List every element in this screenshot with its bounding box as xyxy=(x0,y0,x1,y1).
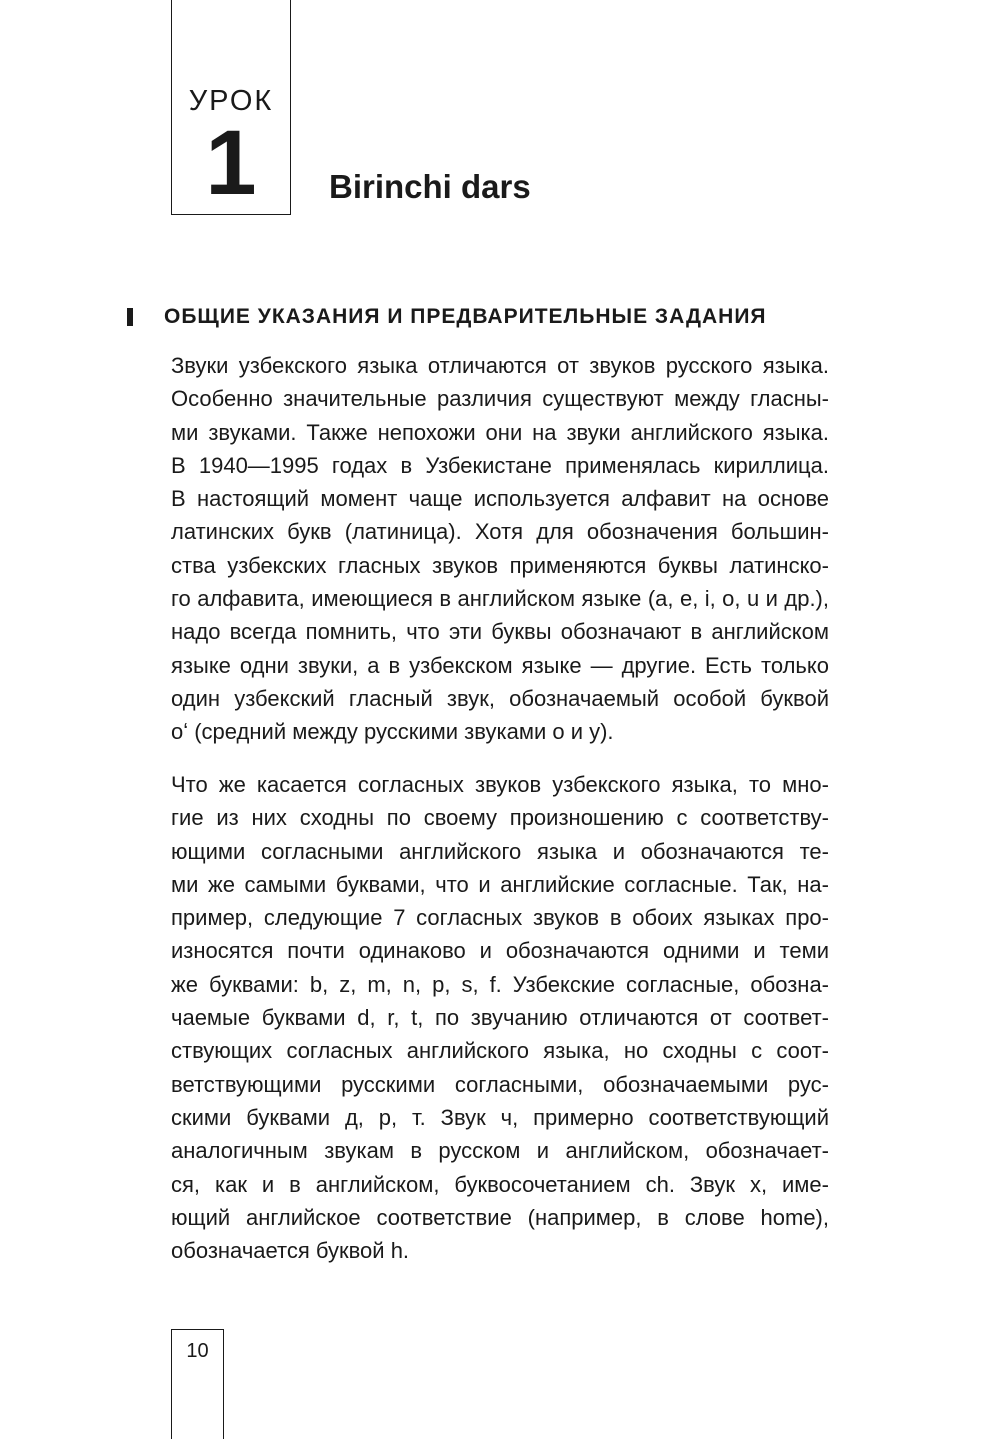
text-line: ся, как и в английском, буквосочетанием ch. Звук х, име- xyxy=(171,1171,829,1197)
text-line: аналогичным звукам в русском и английском, обозначает- xyxy=(171,1138,829,1164)
text-line: ющий английское соответствие (например, в слове home), xyxy=(171,1204,829,1230)
text-line: износятся почти одинаково и обозначаются одними и теми xyxy=(171,938,829,964)
text-line: скими буквами д, р, т. Звук ч, примерно соответствующий xyxy=(171,1104,829,1130)
section-heading: ОБЩИЕ УКАЗАНИЯ И ПРЕДВАРИТЕЛЬНЫЕ ЗАДАНИЯ xyxy=(164,305,767,328)
text-line: латинских букв (латиница). Хотя для обозначения большин- xyxy=(171,519,829,545)
text-line: ми же самыми буквами, что и английские согласные. Так, на- xyxy=(171,871,829,897)
text-line: го алфавита, имеющиеся в английском языке (a, e, i, o, u и др.), xyxy=(171,586,829,612)
text-line: Звуки узбекского языка отличаются от звуков русского языка. xyxy=(171,353,829,378)
text-line: языке одни звуки, а в узбекском языке — другие. Есть только xyxy=(171,652,829,678)
text-line: В 1940—1995 годах в Узбекистане применялась кириллица. xyxy=(171,452,829,478)
text-line: пример, следующие 7 согласных звуков в обоих языках про- xyxy=(171,905,829,931)
lesson-number: 1 xyxy=(205,112,257,214)
paragraph-1 xyxy=(171,349,829,749)
text-line: же буквами: b, z, m, n, p, s, f. Узбекские согласные, обозна- xyxy=(171,971,829,997)
lesson-title: Birinchi dars xyxy=(329,168,531,205)
text-line: ветствующими русскими согласными, обозначаемыми рус- xyxy=(171,1071,829,1097)
text-line: ства узбекских гласных звуков применяются буквы латинско- xyxy=(171,552,829,578)
text-line: чаемые буквами d, r, t, по звучанию отличаются от соответ- xyxy=(171,1005,829,1031)
text-line: ющими согласными английского языка и обозначаются те- xyxy=(171,838,829,864)
text-line: Особенно значительные различия существуют между гласны- xyxy=(171,386,829,412)
text-line: В настоящий момент чаще используется алфавит на основе xyxy=(171,486,829,512)
text-line: надо всегда помнить, что эти буквы обозначают в английском xyxy=(171,619,829,645)
text-line: Что же касается согласных звуков узбекского языка, то мно- xyxy=(171,772,829,797)
paragraph-2 xyxy=(171,768,829,1267)
page-number: 10 xyxy=(186,1340,209,1362)
page-number-box xyxy=(171,1329,224,1439)
lesson-label: УРОК xyxy=(188,85,274,117)
text-line: ствующих согласных английского языка, но сходны с соот- xyxy=(171,1038,829,1064)
text-line: один узбекский гласный звук, обозначаемый особой буквой xyxy=(171,685,829,711)
section-marker xyxy=(127,308,133,326)
lesson-number-box xyxy=(171,0,291,215)
text-line: ми звуками. Также непохожи они на звуки английского языка. xyxy=(171,419,829,445)
text-line: обозначается буквой h. xyxy=(171,1238,410,1264)
text-line: oʻ (средний между русскими звуками о и у). xyxy=(171,719,614,745)
text-line: гие из них сходны по своему произношению с соответству- xyxy=(171,805,829,831)
